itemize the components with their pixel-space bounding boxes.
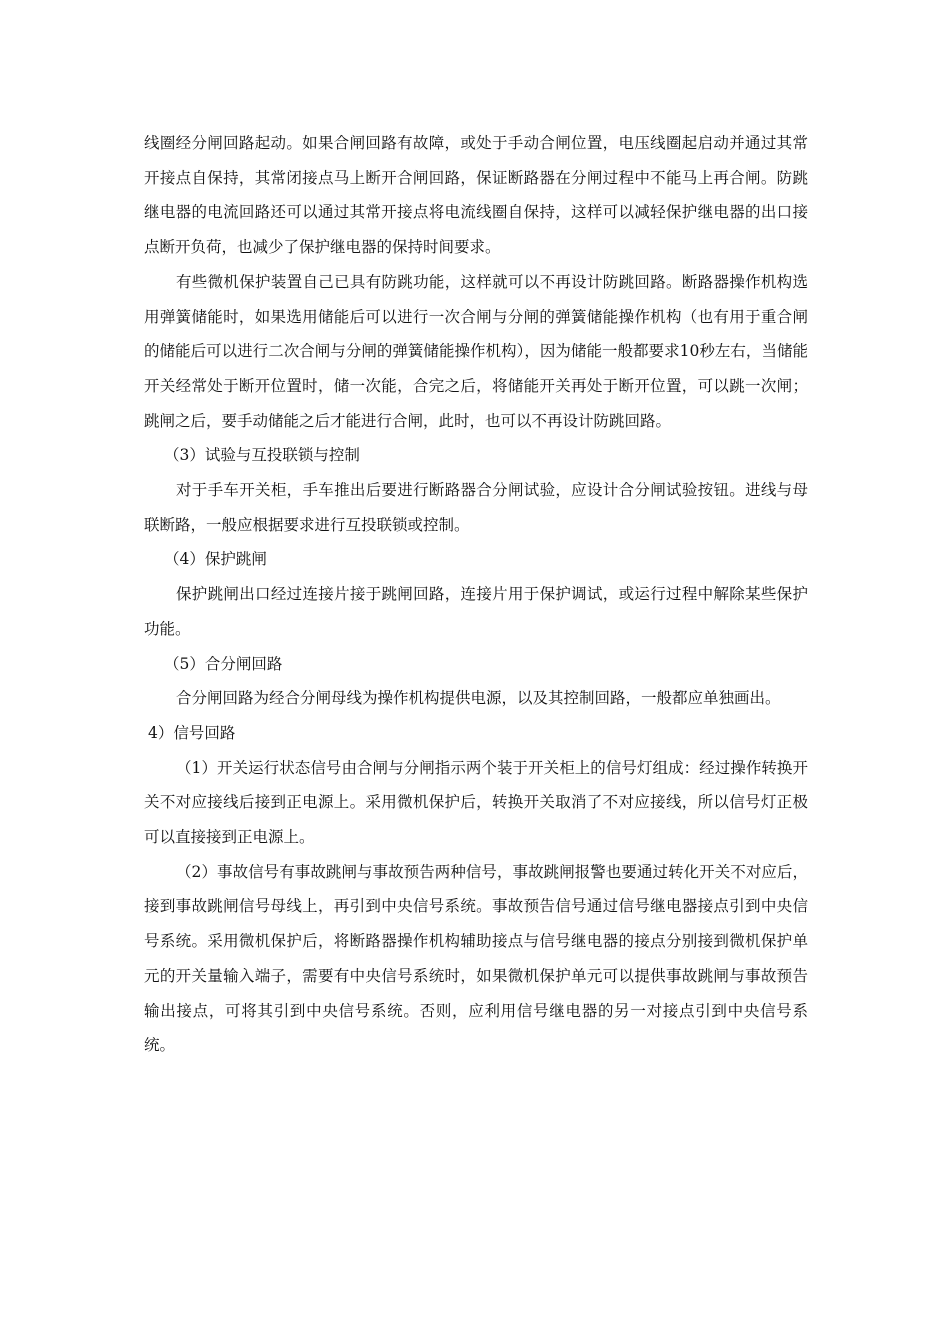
heading-test-interlock: （3）试验与互投联锁与控制 (164, 446, 360, 465)
paragraph-protection-trip: 保护跳闸出口经过连接片接于跳闸回路，连接片用于保护调试，或运行过程中解除某些保护功能。 (144, 585, 808, 638)
paragraph-test-interlock: 对于手车开关柜，手车推出后要进行断路器合分闸试验，应设计合分闸试验按钮。进线与母联断路，一般应根据要求进行互投联锁或控制。 (144, 481, 808, 534)
document-body (144, 126, 808, 1063)
heading-signal-circuit: 4）信号回路 (148, 723, 236, 742)
paragraph-anti-pump-function: 有些微机保护装置自己已具有防跳功能，这样就可以不再设计防跳回路。断路器操作机构选用弹簧储能时，如果选用储能后可以进行一次合闸与分闸的弹簧储能操作机构（也有用于重合闸的储能后可以进行二次合闸与分闸的弹簧储能操作机构），因为储能一般都要求10秒左右，当储能开关经常处于断开位置时，储一次能，合完之后，将储能开关再处于断开位置，可以跳一次闸；跳闸之后，要手动储能之后才能进行合闸，此时，也可以不再设计防跳回路。 (144, 272, 808, 430)
heading-protection-trip: （4）保护跳闸 (164, 550, 267, 569)
heading-close-open-circuit: （5）合分闸回路 (164, 654, 283, 673)
paragraph-anti-pump-relay: 线圈经分闸回路起动。如果合闸回路有故障，或处于手动合闸位置，电压线圈起启动并通过其常开接点自保持，其常闭接点马上断开合闸回路，保证断路器在分闸过程中不能马上再合闸。防跳继电器的电流回路还可以通过其常开接点将电流线圈自保持，这样可以减轻保护继电器的出口接点断开负荷，也减少了保护继电器的保持时间要求。 (144, 134, 808, 257)
paragraph-accident-signal: （2）事故信号有事故跳闸与事故预告两种信号，事故跳闸报警也要通过转化开关不对应后，接到事故跳闸信号母线上，再引到中央信号系统。事故预告信号通过信号继电器接点引到中央信号系统。采用微机保护后，将断路器操作机构辅助接点与信号继电器的接点分别接到微机保护单元的开关量输入端子，需要有中央信号系统时，如果微机保护单元可以提供事故跳闸与事故预告输出接点，可将其引到中央信号系统。否则，应利用信号继电器的另一对接点引到中央信号系统。 (144, 862, 808, 1055)
paragraph-status-signal: （1）开关运行状态信号由合闸与分闸指示两个装于开关柜上的信号灯组成：经过操作转换开关不对应接线后接到正电源上。采用微机保护后，转换开关取消了不对应接线，所以信号灯正极可以直接接到正电源上。 (144, 758, 808, 847)
paragraph-close-open-circuit: 合分闸回路为经合分闸母线为操作机构提供电源，以及其控制回路，一般都应单独画出。 (176, 689, 781, 708)
